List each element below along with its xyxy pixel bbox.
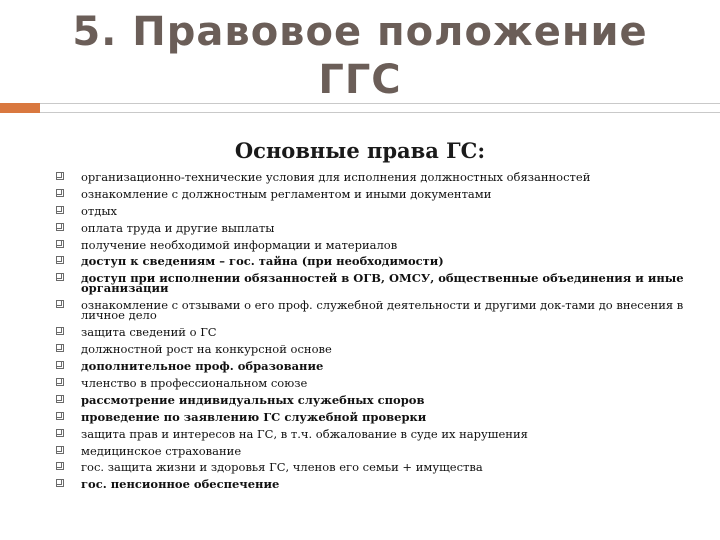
slide-title-line-2: ГГС — [318, 57, 402, 103]
list-item — [56, 427, 684, 444]
list-item — [56, 444, 684, 461]
accent-bar — [0, 103, 40, 113]
square-bullet-icon — [56, 273, 64, 281]
list-item — [56, 271, 684, 298]
square-bullet-icon — [56, 223, 64, 231]
list-item — [56, 254, 684, 271]
list-item-text: защита сведений о ГС — [81, 325, 217, 340]
list-item-text: рассмотрение индивидуальных служебных споров — [81, 392, 425, 407]
list-item-text: ознакомление с отзывами о его проф. служебной деятельности и другими док-тами до внесения в личное дело — [81, 298, 684, 323]
square-bullet-icon — [56, 412, 64, 420]
square-bullet-icon — [56, 300, 64, 308]
list-item — [56, 170, 684, 187]
rights-list — [56, 170, 684, 494]
list-item — [56, 221, 684, 238]
title-divider — [40, 103, 720, 113]
square-bullet-icon — [56, 395, 64, 403]
list-item-text: дополнительное проф. образование — [81, 359, 324, 374]
square-bullet-icon — [56, 344, 64, 352]
list-item-text: организационно-технические условия для исполнения должностных обязанностей — [81, 170, 591, 184]
list-item — [56, 187, 684, 204]
list-item — [56, 477, 684, 494]
list-item — [56, 393, 684, 410]
list-item-text: гос. пенсионное обеспечение — [81, 477, 280, 492]
list-item-text: должностной рост на конкурсной основе — [81, 342, 332, 357]
list-item — [56, 460, 684, 477]
list-item — [56, 325, 684, 342]
list-item — [56, 359, 684, 376]
square-bullet-icon — [56, 172, 64, 180]
list-item — [56, 410, 684, 427]
square-bullet-icon — [56, 462, 64, 470]
square-bullet-icon — [56, 189, 64, 197]
square-bullet-icon — [56, 240, 64, 248]
list-item — [56, 342, 684, 359]
square-bullet-icon — [56, 256, 64, 264]
square-bullet-icon — [56, 206, 64, 214]
list-item-text: получение необходимой информации и материалов — [81, 237, 398, 252]
list-item-text: проведение по заявлению ГС служебной проверки — [81, 409, 427, 424]
list-item-text: ознакомление с должностным регламентом и иными документами — [81, 186, 492, 201]
list-item-text: медицинское страхование — [81, 443, 242, 458]
list-item-text: отдых — [81, 203, 118, 218]
square-bullet-icon — [56, 378, 64, 386]
section-heading: Основные права ГС: — [234, 138, 486, 163]
list-item — [56, 238, 684, 255]
square-bullet-icon — [56, 429, 64, 437]
square-bullet-icon — [56, 479, 64, 487]
list-item — [56, 298, 684, 325]
square-bullet-icon — [56, 361, 64, 369]
square-bullet-icon — [56, 446, 64, 454]
slide-title — [0, 8, 720, 104]
list-item-text: доступ при исполнении обязанностей в ОГВ, ОМСУ, общественные объединения и иные организации — [81, 271, 684, 296]
list-item-text: членство в профессиональном союзе — [81, 376, 308, 391]
list-item-text: оплата труда и другие выплаты — [81, 220, 275, 235]
list-item — [56, 376, 684, 393]
square-bullet-icon — [56, 327, 64, 335]
list-item — [56, 204, 684, 221]
slide-title-line-1: 5. Правовое положение — [72, 9, 648, 55]
list-item-text: гос. защита жизни и здоровья ГС, членов его семьи + имущества — [81, 460, 483, 475]
list-item-text: защита прав и интересов на ГС, в т.ч. обжалование в суде их нарушения — [81, 426, 528, 441]
list-item-text: доступ к сведениям – гос. тайна (при необходимости) — [81, 254, 444, 269]
